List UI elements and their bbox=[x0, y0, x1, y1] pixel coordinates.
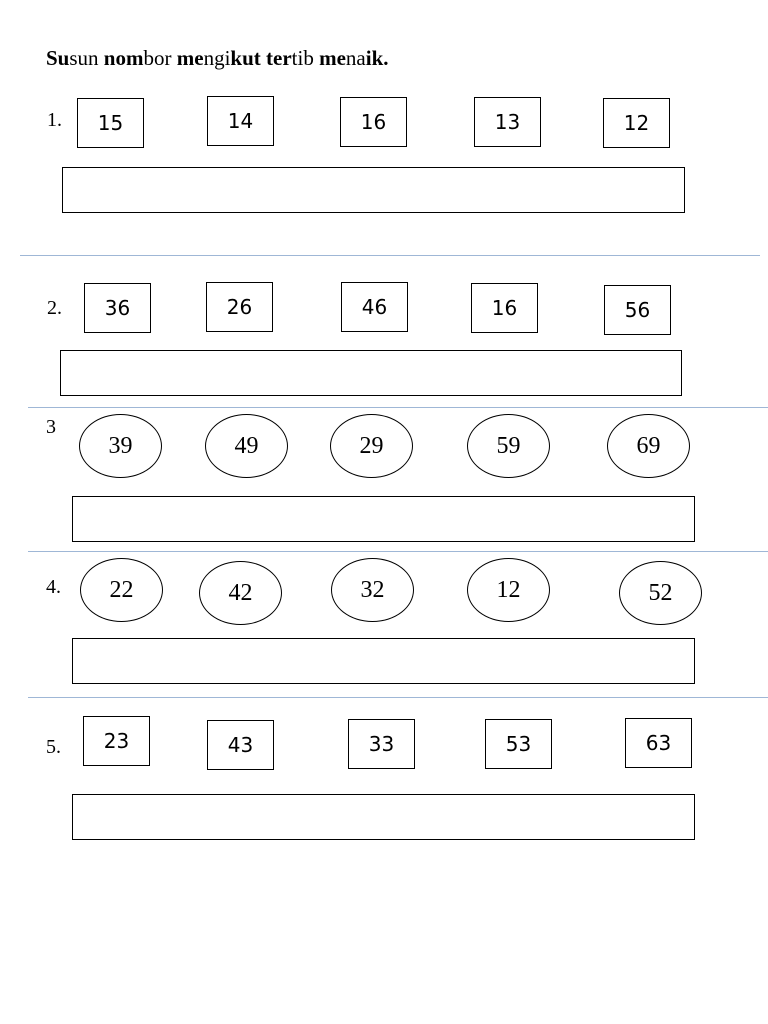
answer-box-5[interactable] bbox=[72, 794, 695, 840]
number-box: 13 bbox=[474, 97, 541, 147]
number-box: 46 bbox=[341, 282, 408, 332]
title-part: ik. bbox=[365, 46, 389, 70]
question-5-label: 5. bbox=[46, 736, 61, 758]
number-box: 33 bbox=[348, 719, 415, 769]
number-oval: 52 bbox=[619, 561, 702, 625]
number-oval: 49 bbox=[205, 414, 288, 478]
number-oval: 59 bbox=[467, 414, 550, 478]
number-oval: 32 bbox=[331, 558, 414, 622]
title-part: me bbox=[176, 46, 204, 70]
number-oval: 12 bbox=[467, 558, 550, 622]
separator-line bbox=[20, 255, 760, 256]
title-part: nom bbox=[103, 46, 144, 70]
number-oval: 42 bbox=[199, 561, 282, 625]
separator-line bbox=[28, 407, 768, 408]
title-part: kut bbox=[230, 46, 267, 70]
answer-box-3[interactable] bbox=[72, 496, 695, 542]
number-box: 12 bbox=[603, 98, 670, 148]
separator-line bbox=[28, 697, 768, 698]
number-oval: 22 bbox=[80, 558, 163, 622]
title-part: na bbox=[345, 46, 366, 70]
title-part: ter bbox=[266, 46, 292, 70]
question-2-label: 2. bbox=[47, 297, 62, 319]
number-box: 23 bbox=[83, 716, 150, 766]
title-part: sun bbox=[69, 46, 104, 70]
number-box: 43 bbox=[207, 720, 274, 770]
title-part: tib bbox=[291, 46, 320, 70]
number-box: 15 bbox=[77, 98, 144, 148]
title-part: ngi bbox=[203, 46, 231, 70]
question-4-label: 4. bbox=[46, 576, 61, 598]
number-box: 26 bbox=[206, 282, 273, 332]
number-oval: 39 bbox=[79, 414, 162, 478]
answer-box-1[interactable] bbox=[62, 167, 685, 213]
number-oval: 29 bbox=[330, 414, 413, 478]
title-part: bor bbox=[143, 46, 177, 70]
number-box: 14 bbox=[207, 96, 274, 146]
answer-box-4[interactable] bbox=[72, 638, 695, 684]
number-box: 16 bbox=[340, 97, 407, 147]
answer-box-2[interactable] bbox=[60, 350, 682, 396]
number-box: 16 bbox=[471, 283, 538, 333]
worksheet-title bbox=[46, 46, 389, 71]
number-box: 36 bbox=[84, 283, 151, 333]
number-box: 53 bbox=[485, 719, 552, 769]
question-3-label: 3 bbox=[46, 416, 56, 438]
separator-line bbox=[28, 551, 768, 552]
title-part: Su bbox=[46, 46, 70, 70]
question-1-label: 1. bbox=[47, 109, 62, 131]
number-box: 56 bbox=[604, 285, 671, 335]
number-box: 63 bbox=[625, 718, 692, 768]
number-oval: 69 bbox=[607, 414, 690, 478]
title-part: me bbox=[319, 46, 346, 70]
